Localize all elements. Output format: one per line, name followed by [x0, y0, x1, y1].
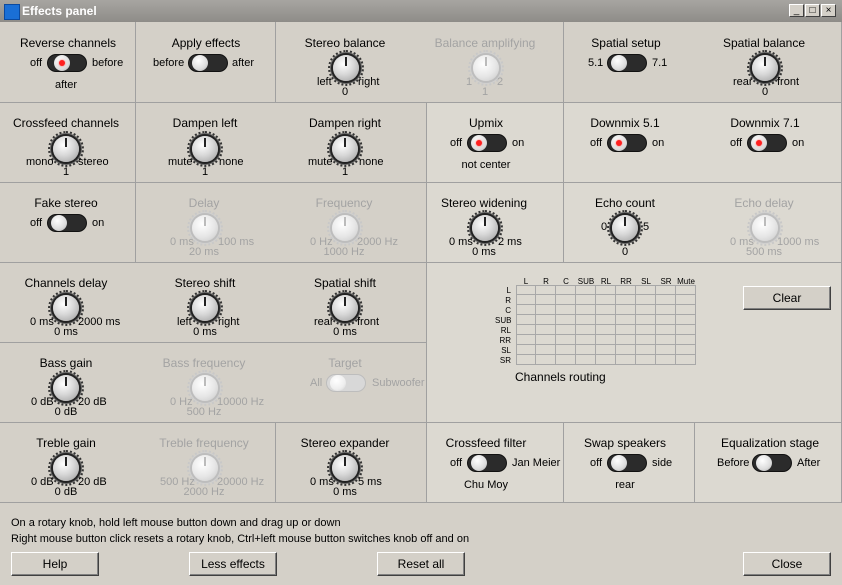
stereo-shift-value: 0 ms	[193, 326, 217, 338]
routing-cell[interactable]	[596, 345, 616, 355]
frequency-max-label: 2000 Hz	[357, 236, 398, 248]
routing-cell[interactable]	[576, 285, 596, 295]
echo-count-title: Echo count	[594, 196, 656, 210]
close-window-button[interactable]: ×	[821, 4, 836, 17]
channels-delay-knob[interactable]	[53, 295, 79, 321]
routing-column-mute: Mute	[677, 277, 695, 286]
dampen-right-title: Dampen right	[308, 116, 382, 130]
routing-cell[interactable]	[616, 325, 636, 335]
stereo-shift-left-label: left	[177, 316, 192, 328]
apply-after-label: after	[232, 57, 255, 69]
routing-cell[interactable]	[616, 355, 636, 365]
routing-cell[interactable]	[576, 295, 596, 305]
fake-stereo-panel	[0, 183, 136, 263]
crossfeed-filter-title: Crossfeed filter	[445, 436, 527, 450]
stereo-balance-left-label: left	[317, 76, 332, 88]
routing-row-rl: RL	[500, 326, 511, 335]
downmix71-on-label: on	[792, 137, 805, 149]
routing-cell[interactable]	[636, 345, 656, 355]
delay-max-label: 100 ms	[218, 236, 255, 248]
delay-value: 20 ms	[189, 246, 219, 258]
bass-gain-knob[interactable]	[53, 375, 79, 401]
upmix-toggle[interactable]	[467, 134, 507, 152]
routing-cell[interactable]	[516, 305, 536, 315]
routing-cell[interactable]	[676, 305, 696, 315]
crossfeed-mono-label: mono	[26, 156, 54, 168]
stereo-balance-panel	[276, 22, 564, 103]
routing-cell[interactable]	[596, 305, 616, 315]
routing-row-r: R	[505, 296, 511, 305]
routing-cell[interactable]	[576, 335, 596, 345]
stereo-widening-value: 0 ms	[472, 246, 496, 258]
crossfeed-channels-value: 1	[62, 166, 70, 178]
app-icon	[4, 4, 20, 20]
routing-cell[interactable]	[516, 285, 536, 295]
routing-row-l: L	[506, 286, 511, 295]
stereo-expander-panel	[276, 423, 427, 503]
help-button[interactable]: Help	[11, 552, 99, 576]
maximize-button[interactable]: □	[805, 4, 820, 17]
reverse-before-label: before	[92, 57, 124, 69]
routing-cell[interactable]	[556, 305, 576, 315]
crossfeed-channels-panel	[0, 103, 136, 183]
stereo-balance-knob[interactable]	[333, 55, 359, 81]
shift-panel	[0, 263, 427, 343]
routing-cell[interactable]	[636, 305, 656, 315]
stereo-balance-value: 0	[341, 86, 349, 98]
echo-delay-max-label: 1000 ms	[777, 236, 820, 248]
spatial-shift-rear-label: rear	[314, 316, 334, 328]
spatial-balance-right-label: front	[777, 76, 800, 88]
routing-cell[interactable]	[556, 285, 576, 295]
routing-column-c: C	[563, 277, 569, 286]
routing-cell[interactable]	[556, 315, 576, 325]
clear-routing-button[interactable]: Clear	[743, 286, 831, 310]
routing-cell[interactable]	[596, 355, 616, 365]
spatial-shift-title: Spatial shift	[313, 276, 377, 290]
equalization-stage-panel	[695, 423, 842, 503]
stereo-shift-knob[interactable]	[192, 295, 218, 321]
minimize-button[interactable]: _	[789, 4, 804, 17]
routing-cell[interactable]	[596, 295, 616, 305]
help-text-line-2: Right mouse button click resets a rotary knob, Ctrl+left mouse button switches knob off and on	[11, 533, 470, 545]
routing-cell[interactable]	[556, 355, 576, 365]
treble-gain-min-label: 0 dB	[31, 476, 54, 488]
routing-cell[interactable]	[656, 325, 676, 335]
upmix-panel	[427, 103, 564, 183]
routing-row-rr: RR	[499, 336, 511, 345]
echo-count-max-label: 5	[643, 221, 650, 233]
swap-speakers-rear-label: rear	[615, 479, 635, 491]
swap-speakers-toggle[interactable]	[607, 454, 647, 472]
routing-cell[interactable]	[576, 345, 596, 355]
routing-column-sl: SL	[641, 277, 651, 286]
routing-cell[interactable]	[596, 285, 616, 295]
spatial-shift-front-label: front	[357, 316, 380, 328]
spatial-balance-left-label: rear	[733, 76, 753, 88]
crossfeed-filter-chu-moy-label: Chu Moy	[463, 479, 509, 491]
stereo-widening-knob[interactable]	[472, 215, 498, 241]
crossfeed-channels-knob[interactable]	[53, 136, 79, 162]
routing-cell[interactable]	[516, 325, 536, 335]
spatial-balance-knob[interactable]	[752, 55, 778, 81]
routing-cell[interactable]	[656, 345, 676, 355]
upmix-on-label: on	[512, 137, 525, 149]
delay-frequency-panel	[136, 183, 427, 263]
treble-frequency-max-label: 20000 Hz	[217, 476, 265, 488]
dampen-right-value: 1	[341, 166, 349, 178]
routing-column-r: R	[543, 277, 549, 286]
frequency-min-label: 0 Hz	[310, 236, 333, 248]
upmix-off-label: off	[450, 137, 463, 149]
treble-gain-title: Treble gain	[36, 436, 96, 450]
routing-cell[interactable]	[616, 345, 636, 355]
channels-routing-panel	[427, 263, 842, 423]
less-effects-button[interactable]: Less effects	[189, 552, 277, 576]
channels-delay-max-label: 2000 ms	[78, 316, 121, 328]
routing-cell[interactable]	[616, 285, 636, 295]
routing-cell[interactable]	[556, 345, 576, 355]
routing-column-rl: RL	[600, 277, 612, 286]
bass-gain-value: 0 dB	[54, 406, 78, 418]
routing-cell[interactable]	[576, 315, 596, 325]
dampen-left-knob[interactable]	[192, 136, 218, 162]
swap-speakers-off-label: off	[590, 457, 603, 469]
swap-speakers-side-label: side	[652, 457, 673, 469]
reverse-channels-title: Reverse channels	[19, 36, 117, 50]
echo-count-min-label: 0	[601, 221, 608, 233]
channels-routing-label: Channels routing	[515, 370, 606, 384]
routing-cell[interactable]	[516, 315, 536, 325]
delay-min-label: 0 ms	[170, 236, 194, 248]
routing-cell[interactable]	[576, 325, 596, 335]
apply-effects-panel	[136, 22, 276, 103]
balance-amplifying-knob[interactable]	[473, 55, 499, 81]
routing-cell[interactable]	[676, 355, 696, 365]
reset-all-button[interactable]: Reset all	[377, 552, 465, 576]
spatial-shift-knob[interactable]	[332, 295, 358, 321]
balance-amplifying-right-label: 2	[497, 76, 504, 88]
bass-gain-min-label: 0 dB	[31, 396, 54, 408]
delay-knob[interactable]	[192, 215, 218, 241]
upmix-title: Upmix	[468, 116, 504, 130]
upmix-not-center-label: not center	[461, 159, 511, 171]
routing-cell[interactable]	[636, 335, 656, 345]
apply-before-label: before	[153, 57, 185, 69]
stereo-balance-right-label: right	[358, 76, 380, 88]
routing-cell[interactable]	[576, 305, 596, 315]
routing-cell[interactable]	[536, 295, 556, 305]
dampen-right-mute-label: mute	[308, 156, 333, 168]
spatial-setup-right-label: 7.1	[652, 57, 668, 69]
routing-cell[interactable]	[616, 315, 636, 325]
routing-cell[interactable]	[536, 305, 556, 315]
dampen-left-none-label: none	[219, 156, 244, 168]
stereo-expander-value: 0 ms	[333, 486, 357, 498]
crossfeed-filter-jan-meier-label: Jan Meier	[512, 457, 561, 469]
echo-delay-min-label: 0 ms	[730, 236, 754, 248]
target-toggle[interactable]	[326, 374, 366, 392]
routing-cell[interactable]	[516, 295, 536, 305]
channels-delay-title: Channels delay	[24, 276, 108, 290]
stereo-expander-min-label: 0 ms	[310, 476, 334, 488]
swap-speakers-panel	[564, 423, 695, 503]
downmix51-toggle[interactable]	[607, 134, 647, 152]
routing-cell[interactable]	[516, 335, 536, 345]
routing-row-c: C	[505, 306, 511, 315]
routing-cell[interactable]	[616, 335, 636, 345]
stereo-widening-min-label: 0 ms	[449, 236, 473, 248]
routing-column-l: L	[523, 277, 529, 286]
dampen-left-mute-label: mute	[168, 156, 193, 168]
fake-stereo-off-label: off	[30, 217, 43, 229]
routing-cell[interactable]	[636, 285, 656, 295]
spatial-setup-toggle[interactable]	[607, 54, 647, 72]
fake-stereo-on-label: on	[92, 217, 105, 229]
apply-effects-toggle[interactable]	[188, 54, 228, 72]
routing-column-sr: SR	[660, 277, 672, 286]
equalization-stage-toggle[interactable]	[752, 454, 792, 472]
downmix71-toggle[interactable]	[747, 134, 787, 152]
crossfeed-stereo-label: stereo	[78, 156, 109, 168]
close-button[interactable]: Close	[743, 552, 831, 576]
reverse-after-label: after	[54, 79, 78, 91]
routing-cell[interactable]	[556, 325, 576, 335]
spatial-panel	[564, 22, 842, 103]
swap-speakers-title: Swap speakers	[583, 436, 667, 450]
treble-gain-max-label: 20 dB	[78, 476, 107, 488]
treble-panel	[0, 423, 276, 503]
routing-row-sr: SR	[499, 356, 511, 365]
dampen-right-knob[interactable]	[332, 136, 358, 162]
routing-cell[interactable]	[636, 355, 656, 365]
delay-title: Delay	[188, 196, 220, 210]
routing-cell[interactable]	[676, 285, 696, 295]
crossfeed-filter-toggle[interactable]	[467, 454, 507, 472]
stereo-expander-knob[interactable]	[332, 455, 358, 481]
reverse-channels-toggle[interactable]	[47, 54, 87, 72]
crossfeed-channels-title: Crossfeed channels	[12, 116, 120, 130]
routing-row-sub: SUB	[495, 316, 512, 325]
bass-frequency-value: 500 Hz	[186, 406, 222, 418]
equalization-after-label: After	[797, 457, 821, 469]
target-all-label: All	[310, 377, 323, 389]
echo-count-value: 0	[621, 246, 629, 258]
downmix51-title: Downmix 5.1	[590, 116, 660, 130]
routing-cell[interactable]	[656, 335, 676, 345]
downmix-panel	[564, 103, 842, 183]
routing-cell[interactable]	[676, 335, 696, 345]
routing-cell[interactable]	[596, 335, 616, 345]
stereo-shift-title: Stereo shift	[174, 276, 236, 290]
routing-cell[interactable]	[596, 325, 616, 335]
routing-cell[interactable]	[636, 325, 656, 335]
balance-amplifying-value: 1	[481, 86, 489, 98]
bass-panel	[0, 343, 427, 423]
routing-column-rr: RR	[620, 277, 632, 286]
routing-cell[interactable]	[576, 355, 596, 365]
routing-cell[interactable]	[536, 335, 556, 345]
bass-gain-title: Bass gain	[39, 356, 93, 370]
channels-delay-value: 0 ms	[54, 326, 78, 338]
bass-frequency-max-label: 10000 Hz	[217, 396, 265, 408]
crossfeed-filter-panel	[427, 423, 564, 503]
dampen-panel	[136, 103, 427, 183]
echo-panel	[564, 183, 842, 263]
routing-cell[interactable]	[536, 325, 556, 335]
equalization-stage-title: Equalization stage	[720, 436, 820, 450]
routing-row-sl: SL	[501, 346, 511, 355]
title-bar	[0, 0, 842, 22]
downmix71-title: Downmix 7.1	[730, 116, 800, 130]
routing-cell[interactable]	[596, 315, 616, 325]
stereo-widening-max-label: 2 ms	[498, 236, 522, 248]
bass-gain-max-label: 20 dB	[78, 396, 107, 408]
spatial-shift-value: 0 ms	[333, 326, 357, 338]
apply-effects-title: Apply effects	[171, 36, 241, 50]
echo-delay-knob[interactable]	[752, 215, 778, 241]
reverse-off-label: off	[30, 57, 43, 69]
routing-cell[interactable]	[676, 295, 696, 305]
bass-frequency-knob[interactable]	[192, 375, 218, 401]
downmix71-off-label: off	[730, 137, 743, 149]
routing-cell[interactable]	[616, 305, 636, 315]
spatial-setup-left-label: 5.1	[588, 57, 604, 69]
routing-cell[interactable]	[536, 285, 556, 295]
frequency-title: Frequency	[315, 196, 373, 210]
routing-cell[interactable]	[656, 285, 676, 295]
echo-delay-title: Echo delay	[734, 196, 794, 210]
fake-stereo-toggle[interactable]	[47, 214, 87, 232]
routing-cell[interactable]	[556, 295, 576, 305]
bass-frequency-title: Bass frequency	[162, 356, 246, 370]
target-title: Target	[328, 356, 362, 370]
routing-cell[interactable]	[636, 315, 656, 325]
treble-frequency-title: Treble frequency	[159, 436, 249, 450]
fake-stereo-title: Fake stereo	[34, 196, 98, 210]
routing-cell[interactable]	[636, 295, 656, 305]
crossfeed-filter-off-label: off	[450, 457, 463, 469]
routing-cell[interactable]	[616, 295, 636, 305]
spatial-balance-title: Spatial balance	[722, 36, 806, 50]
stereo-shift-right-label: right	[218, 316, 240, 328]
routing-cell[interactable]	[656, 305, 676, 315]
stereo-expander-title: Stereo expander	[300, 436, 390, 450]
echo-delay-value: 500 ms	[745, 246, 783, 258]
frequency-value: 1000 Hz	[323, 246, 365, 258]
frequency-knob[interactable]	[332, 215, 358, 241]
help-text-line-1: On a rotary knob, hold left mouse button down and drag up or down	[11, 517, 341, 529]
spatial-setup-title: Spatial setup	[591, 36, 661, 50]
equalization-before-label: Before	[717, 457, 750, 469]
routing-cell[interactable]	[676, 315, 696, 325]
treble-frequency-min-label: 500 Hz	[160, 476, 195, 488]
target-subwoofer-label: Subwoofer	[372, 377, 425, 389]
balance-amplifying-left-label: 1	[466, 76, 473, 88]
routing-cell[interactable]	[516, 345, 536, 355]
routing-cell[interactable]	[536, 355, 556, 365]
window-title: Effects panel	[22, 4, 97, 18]
treble-gain-value: 0 dB	[54, 486, 78, 498]
routing-cell[interactable]	[656, 355, 676, 365]
channels-delay-min-label: 0 ms	[30, 316, 54, 328]
stereo-widening-title: Stereo widening	[440, 196, 528, 210]
treble-frequency-value: 2000 Hz	[183, 486, 225, 498]
routing-cell[interactable]	[516, 355, 536, 365]
spatial-balance-value: 0	[761, 86, 769, 98]
dampen-right-none-label: none	[359, 156, 384, 168]
routing-cell[interactable]	[656, 295, 676, 305]
treble-gain-knob[interactable]	[53, 455, 79, 481]
echo-count-knob[interactable]	[612, 215, 638, 241]
stereo-widening-panel	[427, 183, 564, 263]
treble-frequency-knob[interactable]	[192, 455, 218, 481]
dampen-left-value: 1	[201, 166, 209, 178]
routing-cell[interactable]	[536, 315, 556, 325]
balance-amplifying-title: Balance amplifying	[434, 36, 536, 50]
reverse-channels-panel	[0, 22, 136, 103]
routing-cell[interactable]	[676, 345, 696, 355]
downmix51-on-label: on	[652, 137, 665, 149]
dampen-left-title: Dampen left	[172, 116, 238, 130]
bass-frequency-min-label: 0 Hz	[170, 396, 193, 408]
stereo-balance-title: Stereo balance	[304, 36, 386, 50]
routing-cell[interactable]	[656, 315, 676, 325]
routing-cell[interactable]	[536, 345, 556, 355]
routing-column-sub: SUB	[577, 277, 595, 286]
downmix51-off-label: off	[590, 137, 603, 149]
routing-cell[interactable]	[556, 335, 576, 345]
stereo-expander-max-label: 5 ms	[358, 476, 382, 488]
routing-cell[interactable]	[676, 325, 696, 335]
